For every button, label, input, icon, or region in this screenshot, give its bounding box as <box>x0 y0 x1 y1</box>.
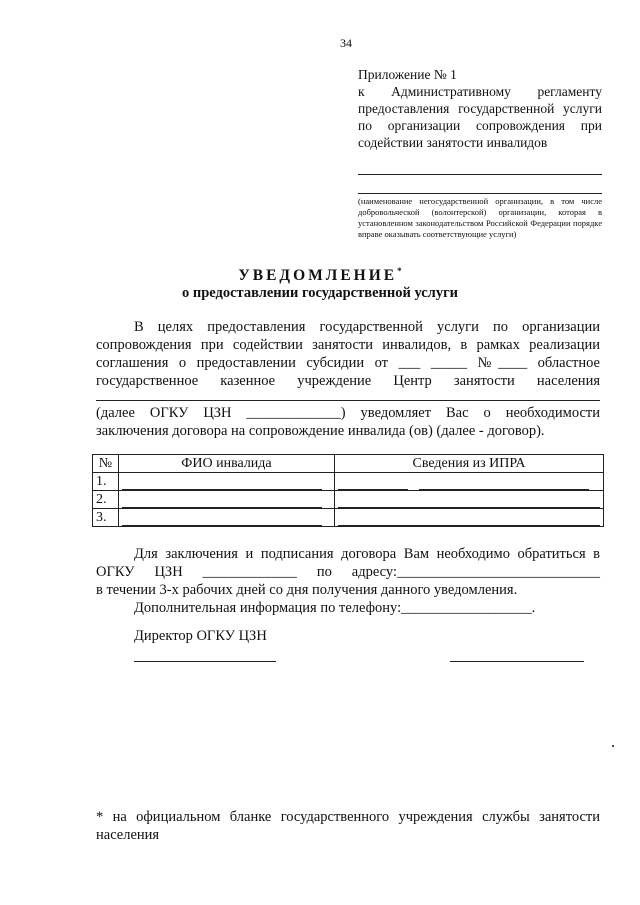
director-name-line <box>134 661 276 662</box>
appendix-line-1: Приложение № 1 <box>358 67 457 82</box>
appendix-line-2: к Административному регламенту <box>358 84 602 99</box>
para2-line-1: Для заключения и подписания договора Вам необходимо обратиться в <box>134 546 600 562</box>
ipra-cell <box>335 491 604 509</box>
row-number: 3. <box>93 509 119 527</box>
director-signature-line <box>450 661 584 662</box>
col-ipra-header: Сведения из ИПРА <box>335 455 604 473</box>
paragraph-instructions <box>96 545 600 617</box>
director-label: Директор ОГКУ ЦЗН <box>134 628 267 644</box>
ipra-cell <box>335 473 604 491</box>
table-row <box>93 491 604 509</box>
name-cell <box>118 491 334 509</box>
scan-speck <box>612 745 614 747</box>
appendix-header <box>358 66 602 151</box>
appendix-line-5: содействии занятости инвалидов <box>358 135 548 150</box>
ipra-blank <box>338 515 600 526</box>
name-blank <box>122 515 322 526</box>
para2-line-4: Дополнительная информация по телефону:__________________. <box>134 600 536 616</box>
document-subtitle: о предоставлении государственной услуги <box>181 285 459 301</box>
appendix-line-4: по организации сопровождения при <box>358 118 602 133</box>
name-blank <box>122 479 322 490</box>
col-name-header: ФИО инвалида <box>118 455 334 473</box>
footnote-line-1: * на официальном бланке государственного учреждения службы занятости <box>96 809 600 825</box>
paragraph-notice <box>96 318 600 390</box>
para2-line-3: в течении 3-х рабочих дней со дня получения данного уведомления. <box>96 582 518 598</box>
disabled-persons-table <box>92 454 604 527</box>
table-row <box>93 509 604 527</box>
title-footnote-mark: * <box>397 266 402 276</box>
para1-line-1: В целях предоставления государственной услуги по организации <box>134 319 600 335</box>
footnote-line-2: населения <box>96 827 160 843</box>
ipra-cell <box>335 509 604 527</box>
table-header-row <box>93 455 604 473</box>
ipra-blank-short <box>338 479 408 490</box>
para1-line-6: заключения договора на сопровождение инвалида (ов) (далее - договор). <box>96 423 545 439</box>
center-name-line <box>96 400 600 401</box>
appendix-line-3: предоставления государственной услуги <box>358 101 602 116</box>
page-number: 34 <box>340 36 352 50</box>
ipra-blank-long <box>419 479 589 490</box>
org-name-line-2 <box>358 193 602 194</box>
org-name-line-1 <box>358 174 602 175</box>
title-text: УВЕДОМЛЕНИЕ <box>238 267 398 285</box>
document-title <box>0 266 640 285</box>
name-blank <box>122 497 322 508</box>
name-cell <box>118 473 334 491</box>
row-number: 2. <box>93 491 119 509</box>
para1-line-3: соглашения о предоставлении субсидии от ___ _____ №____ областное <box>96 355 600 371</box>
para2-line-2: ОГКУ ЦЗН _____________ по адресу:____________________________ <box>96 564 600 580</box>
paragraph-notice-cont <box>96 404 600 440</box>
footnote <box>96 808 600 844</box>
ipra-blank <box>338 497 600 508</box>
table-row <box>93 473 604 491</box>
org-name-note: (наименование негосударственной организации, в том числе добровольческой (волонтерской) организации, которая в установленном законодательством Российской Федерации порядке вправе оказывать соответствующие услуги) <box>358 196 602 239</box>
para1-line-5: (далее ОГКУ ЦЗН _____________) уведомляет Вас о необходимости <box>96 405 600 421</box>
name-cell <box>118 509 334 527</box>
col-number-header: № <box>93 455 119 473</box>
row-number: 1. <box>93 473 119 491</box>
para1-line-4: государственное казенное учреждение Центр занятости населения <box>96 373 600 389</box>
para1-line-2: сопровождения при содействии занятости инвалидов, в рамках реализации <box>96 337 600 353</box>
